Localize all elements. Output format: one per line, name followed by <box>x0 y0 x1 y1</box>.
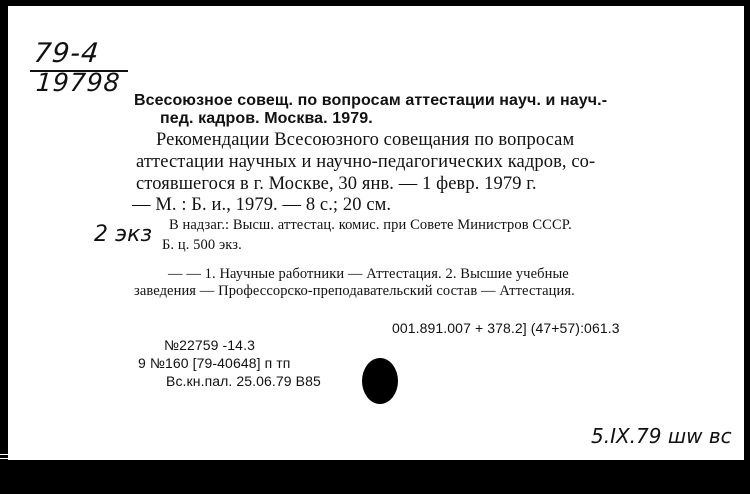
note-line-1: В надзаг.: Высш. аттестац. комис. при Совете Министров СССР. <box>169 217 572 233</box>
title-line-3: стоявшегося в г. Москве, 30 янв. — 1 февр. 1979 г. <box>136 174 537 194</box>
call-number-handwritten: 79-4 <box>32 38 101 69</box>
print-info: 9 №160 [79-40648] п тп <box>138 355 291 371</box>
title-line-2: аттестации научных и научно-педагогических кадров, со- <box>136 152 596 172</box>
subjects-line-2: заведения — Профессорско-преподавательский состав — Аттестация. <box>134 283 575 299</box>
accession-number-handwritten: 19798 <box>34 68 122 97</box>
title-line-1: Рекомендации Всесоюзного совещания по вопросам <box>156 130 575 150</box>
book-chamber-info: Вс.кн.пал. 25.06.79 В85 <box>166 373 321 389</box>
card-number: №22759 -14.3 <box>164 337 255 353</box>
card-punch-hole <box>362 358 398 404</box>
scan-edge-left <box>0 0 8 494</box>
scan-edge-bottom <box>0 460 750 494</box>
classification-code: 001.891.007 + 378.2] (47+57):061.3 <box>392 320 620 336</box>
copies-note-handwritten: 2 экз <box>94 222 153 247</box>
note-line-2: Б. ц. 500 экз. <box>162 237 242 253</box>
heading-line-2: пед. кадров. Москва. 1979. <box>160 110 373 127</box>
received-date-handwritten: 5.IX.79 шw вс <box>591 424 732 448</box>
imprint-line: — М. : Б. и., 1979. — 8 с.; 20 см. <box>132 195 392 215</box>
heading-line-1: Всесоюзное совещ. по вопросам аттестации науч. и науч.- <box>134 92 608 109</box>
catalog-card <box>8 6 744 460</box>
subjects-line-1: — — 1. Научные работники — Аттестация. 2. Высшие учебные <box>168 266 569 282</box>
